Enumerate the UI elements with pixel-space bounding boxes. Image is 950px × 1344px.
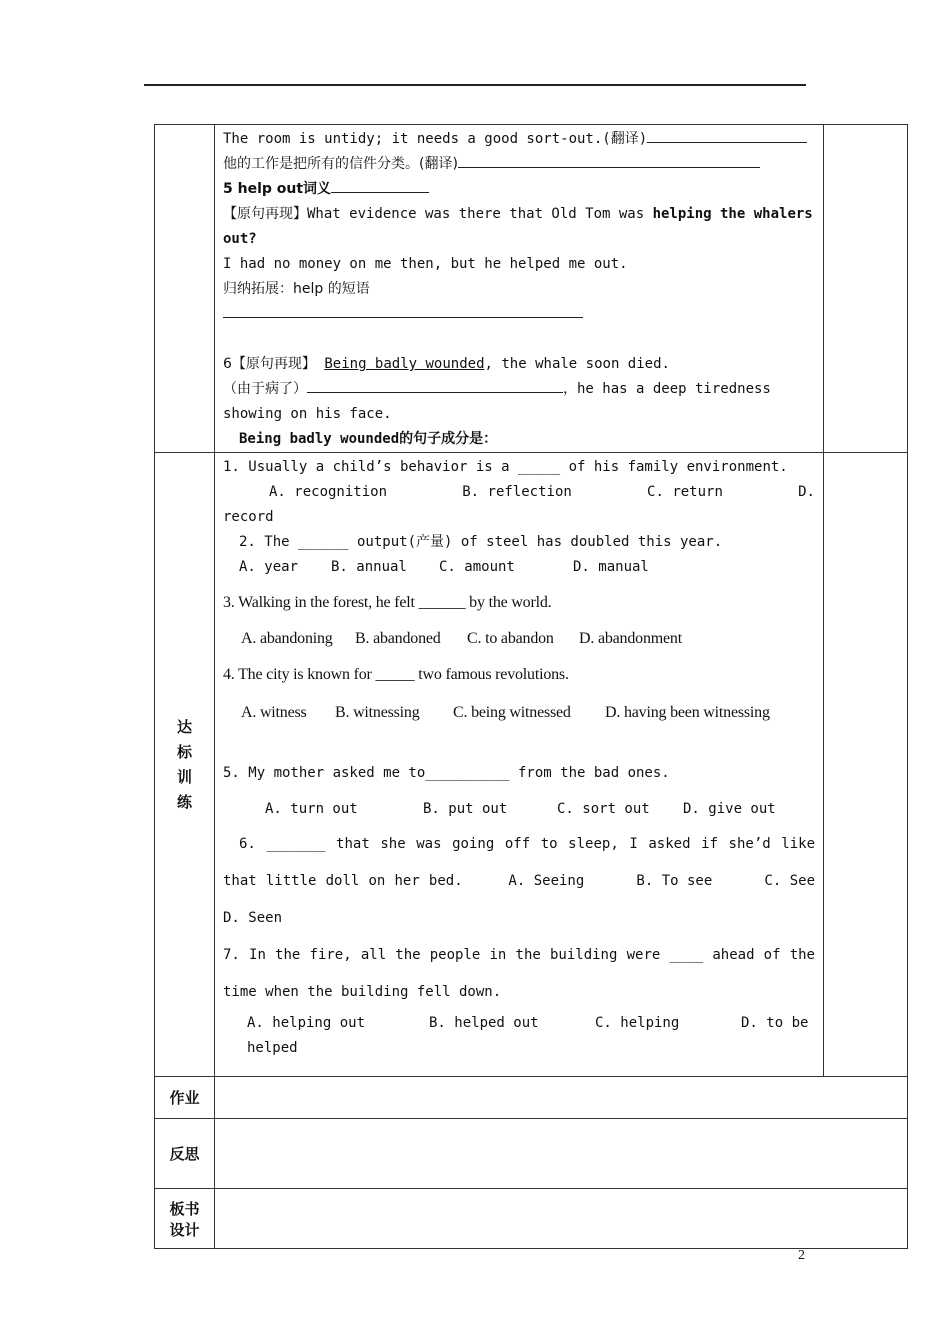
homework-row <box>155 1077 908 1119</box>
letters-sentence: 他的工作是把所有的信件分类。(翻译) <box>223 156 458 172</box>
answer-blank[interactable] <box>458 153 760 168</box>
q1-option-d-prefix: D. <box>798 484 815 500</box>
homework-label: 作业 <box>155 1077 215 1119</box>
help-phrases-prompt: 归纳拓展：help 的短语 <box>223 281 370 297</box>
answer-blank[interactable] <box>331 178 429 193</box>
q3-option-a[interactable]: A. abandoning <box>241 630 333 647</box>
q5-option-d[interactable]: D. give out <box>683 801 776 817</box>
practice-content <box>215 453 824 1077</box>
example-text: What evidence was there that Old Tom was <box>307 206 653 222</box>
board-design-label-1: 板书 <box>169 1199 200 1218</box>
reflection-row <box>155 1119 908 1189</box>
board-design-content[interactable] <box>215 1189 908 1249</box>
item6-underlined: Being badly wounded <box>324 356 485 372</box>
example-tag: 【原句再现】 <box>223 206 307 222</box>
item6-cue: （由于病了） <box>223 381 307 397</box>
q5-option-a[interactable]: A. turn out <box>265 801 358 817</box>
q5-option-c[interactable]: C. sort out <box>557 801 650 817</box>
item6-rest: , the whale soon died. <box>484 356 670 372</box>
reflection-label: 反思 <box>155 1119 215 1189</box>
sortout-sentence: The room is untidy; it needs a good sort-out.(翻译) <box>223 131 648 147</box>
q5-option-b[interactable]: B. put out <box>423 801 508 817</box>
item6-analysis: Being badly wounded的句子成分是： <box>239 431 498 447</box>
q7-option-c[interactable]: C. helping <box>595 1015 680 1031</box>
q2-option-c[interactable]: C. amount <box>439 559 515 575</box>
q6-option-d[interactable]: D. Seen <box>223 910 283 926</box>
q4-option-d[interactable]: D. having been witnessing <box>605 704 770 721</box>
practice-label-cell <box>155 453 215 1077</box>
notes-cell <box>824 125 908 453</box>
question-1: 1. Usually a child’s behavior is a _____ of his family environment. <box>223 459 788 475</box>
practice-row <box>155 453 908 1077</box>
q2-option-d[interactable]: D. manual <box>573 559 649 575</box>
question-5: 5. My mother asked me to__________ from the bad ones. <box>223 765 670 781</box>
question-4: 4. The city is known for _____ two famous revolutions. <box>223 666 569 683</box>
q7-option-b[interactable]: B. helped out <box>429 1015 539 1031</box>
answer-blank[interactable] <box>307 378 563 393</box>
q1-option-b[interactable]: B. reflection <box>462 484 572 500</box>
answer-blank[interactable] <box>223 303 583 318</box>
question-3: 3. Walking in the forest, he felt ______ by the world. <box>223 594 552 611</box>
q2-option-a[interactable]: A. year <box>239 559 299 575</box>
help-out-sentence: I had no money on me then, but he helped me out. <box>223 256 628 272</box>
question-7: 7. In the fire, all the people in the building were ____ ahead of the time when the building fell down. <box>223 947 815 1000</box>
header-rule <box>144 84 806 86</box>
q3-option-b[interactable]: B. abandoned <box>355 630 441 647</box>
q6-option-c[interactable]: C. See <box>764 873 815 889</box>
q3-option-c[interactable]: C. to abandon <box>467 630 554 647</box>
q2-option-b[interactable]: B. annual <box>331 559 407 575</box>
q6-option-a[interactable]: A. Seeing <box>508 873 585 889</box>
board-design-row <box>155 1189 908 1249</box>
q7-option-d[interactable]: D. to be helped <box>247 1015 809 1056</box>
board-design-label-2: 设计 <box>169 1220 200 1239</box>
q7-option-a[interactable]: A. helping out <box>247 1015 366 1031</box>
homework-content[interactable] <box>215 1077 908 1119</box>
q4-option-a[interactable]: A. witness <box>241 704 307 721</box>
page-number: 2 <box>798 1248 805 1263</box>
board-design-label-cell <box>155 1189 215 1249</box>
q1-option-c[interactable]: C. return <box>647 484 723 500</box>
answer-blank[interactable] <box>647 128 807 143</box>
q1-option-d-tail[interactable]: record <box>223 509 274 525</box>
q6-option-b[interactable]: B. To see <box>636 873 713 889</box>
practice-label: 达标训练 <box>176 717 192 811</box>
item6-tail: ，he has a deep tiredness showing on his face. <box>223 381 771 422</box>
lesson-table <box>154 124 908 1249</box>
item6-tag: 6【原句再现】 <box>223 356 316 372</box>
question-6: 6. _______ that she was going off to sleep, I asked if she’d like that little doll on her bed. <box>223 836 815 889</box>
q1-option-a[interactable]: A. recognition <box>269 484 388 500</box>
help-out-title: 5 help out词义 <box>223 181 332 197</box>
key-points-label-cell <box>155 125 215 453</box>
q3-option-d[interactable]: D. abandonment <box>579 630 682 647</box>
notes-cell <box>824 453 908 1077</box>
question-2: 2. The ______ output(产量) of steel has doubled this year. <box>239 534 723 550</box>
q4-option-b[interactable]: B. witnessing <box>335 704 420 721</box>
q4-option-c[interactable]: C. being witnessed <box>453 704 571 721</box>
reflection-content[interactable] <box>215 1119 908 1189</box>
key-points-content <box>215 125 824 453</box>
example-bold: helping the whalers out? <box>223 206 813 247</box>
key-points-row <box>155 125 908 453</box>
